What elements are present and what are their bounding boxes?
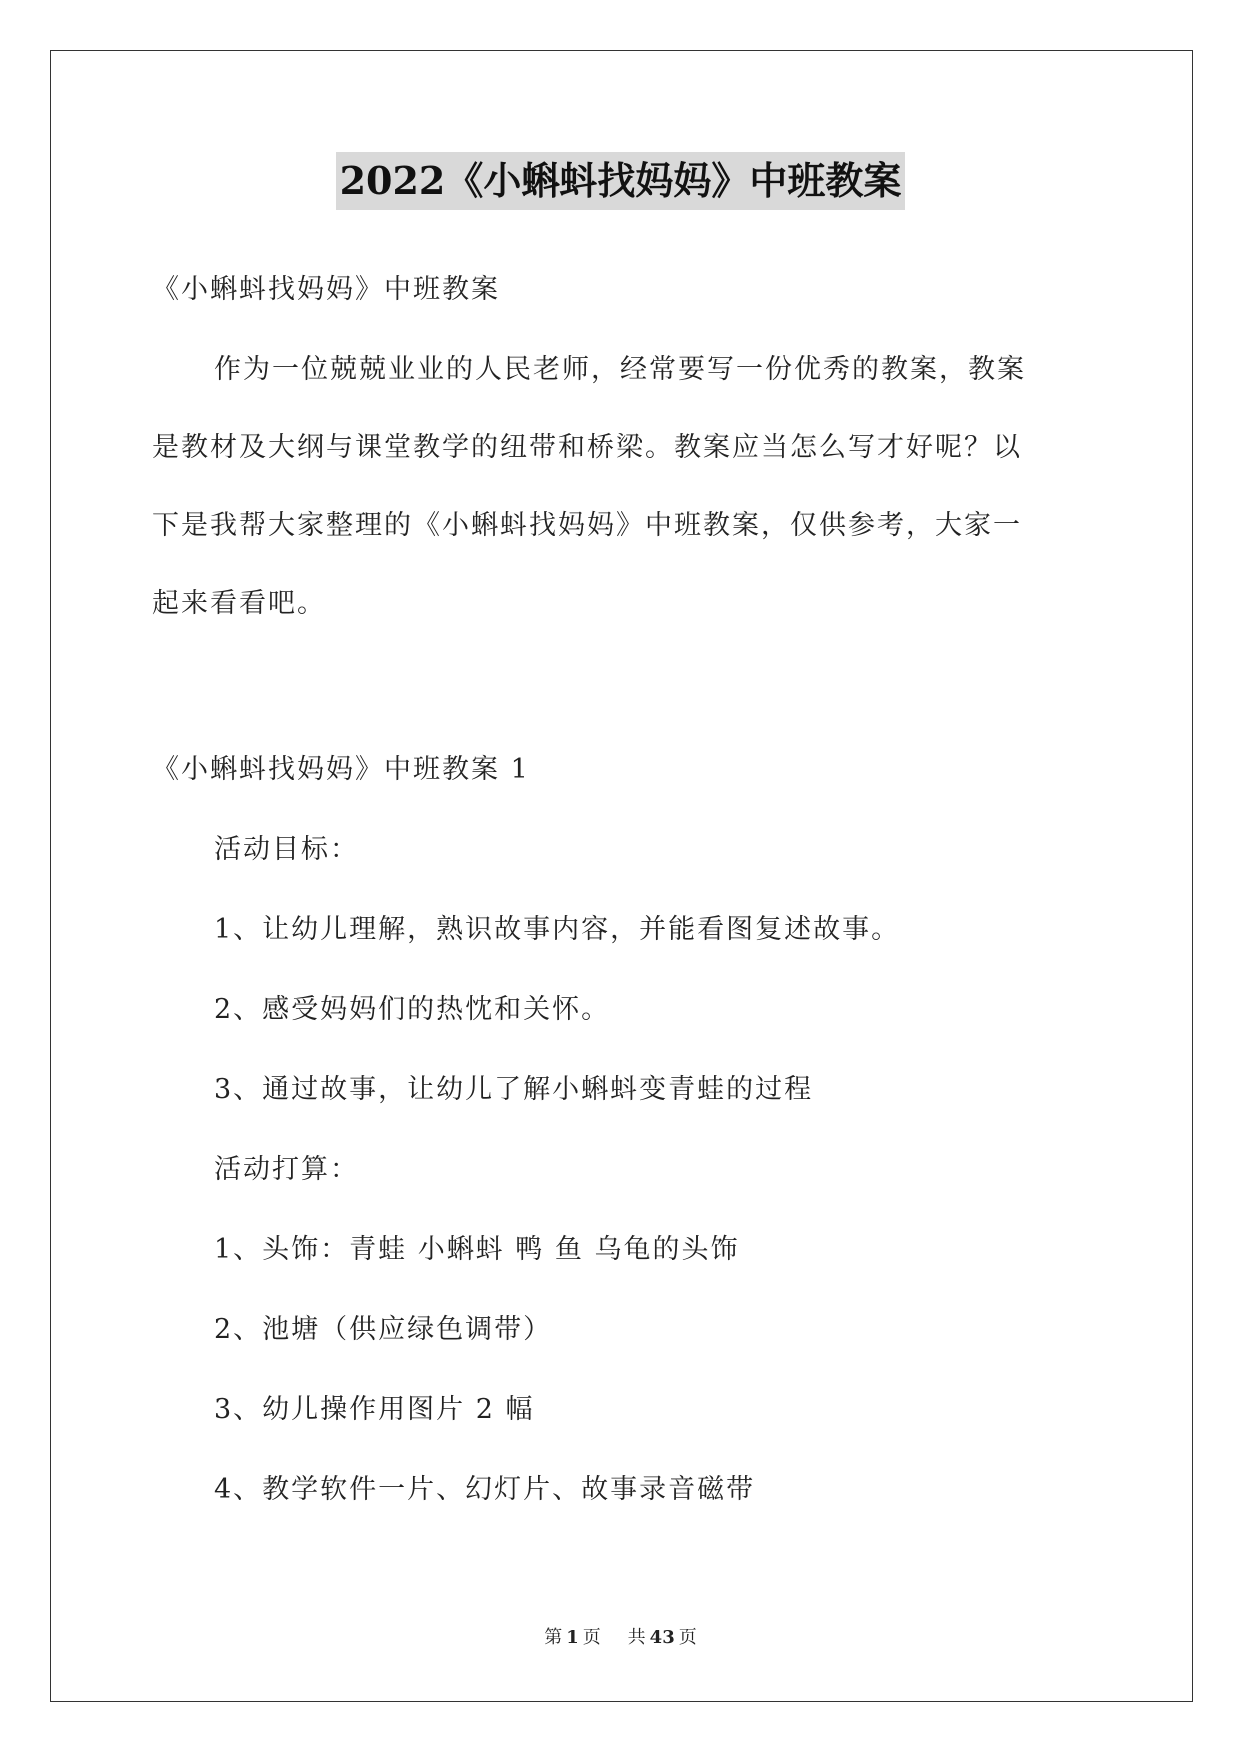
prep-heading: 活动打算： xyxy=(214,1154,359,1185)
footer-total-prefix: 共 xyxy=(627,1627,646,1648)
intro-line-3: 下是我帮大家整理的《小蝌蚪找妈妈》中班教案，仅供参考，大家一 xyxy=(152,510,1022,541)
prep-item-1: 1、头饰：青蛙 小蝌蚪 鸭 鱼 乌龟的头饰 xyxy=(214,1234,740,1265)
intro-line-4: 起来看看吧。 xyxy=(152,588,326,619)
goal-item-1: 1、让幼儿理解，熟识故事内容，并能看图复述故事。 xyxy=(214,914,901,945)
prep-item-4: 4、教学软件一片、幻灯片、故事录音磁带 xyxy=(214,1474,756,1505)
document-subtitle: 《小蝌蚪找妈妈》中班教案 xyxy=(152,274,500,305)
intro-line-2: 是教材及大纲与课堂教学的纽带和桥梁。教案应当怎么写才好呢？以 xyxy=(152,432,1022,463)
prep-item-3: 3、幼儿操作用图片 2 幅 xyxy=(214,1394,535,1425)
intro-line-1: 作为一位兢兢业业的人民老师，经常要写一份优秀的教案，教案 xyxy=(214,354,1026,385)
footer-page-number: 1 xyxy=(566,1627,579,1648)
footer-total-pages: 43 xyxy=(649,1627,675,1648)
footer-page-suffix: 页 xyxy=(582,1627,601,1648)
section-title: 《小蝌蚪找妈妈》中班教案 1 xyxy=(152,754,530,785)
page-footer xyxy=(0,1626,1241,1650)
document-title: 2022《小蝌蚪找妈妈》中班教案 xyxy=(336,152,906,210)
prep-item-2: 2、池塘（供应绿色调带） xyxy=(214,1314,553,1345)
goals-heading: 活动目标： xyxy=(214,834,359,865)
footer-page-prefix: 第 xyxy=(544,1627,563,1648)
goal-item-2: 2、感受妈妈们的热忱和关怀。 xyxy=(214,994,611,1025)
goal-item-3: 3、通过故事，让幼儿了解小蝌蚪变青蛙的过程 xyxy=(214,1074,814,1105)
title-container xyxy=(0,152,1241,210)
footer-total-suffix: 页 xyxy=(678,1627,697,1648)
